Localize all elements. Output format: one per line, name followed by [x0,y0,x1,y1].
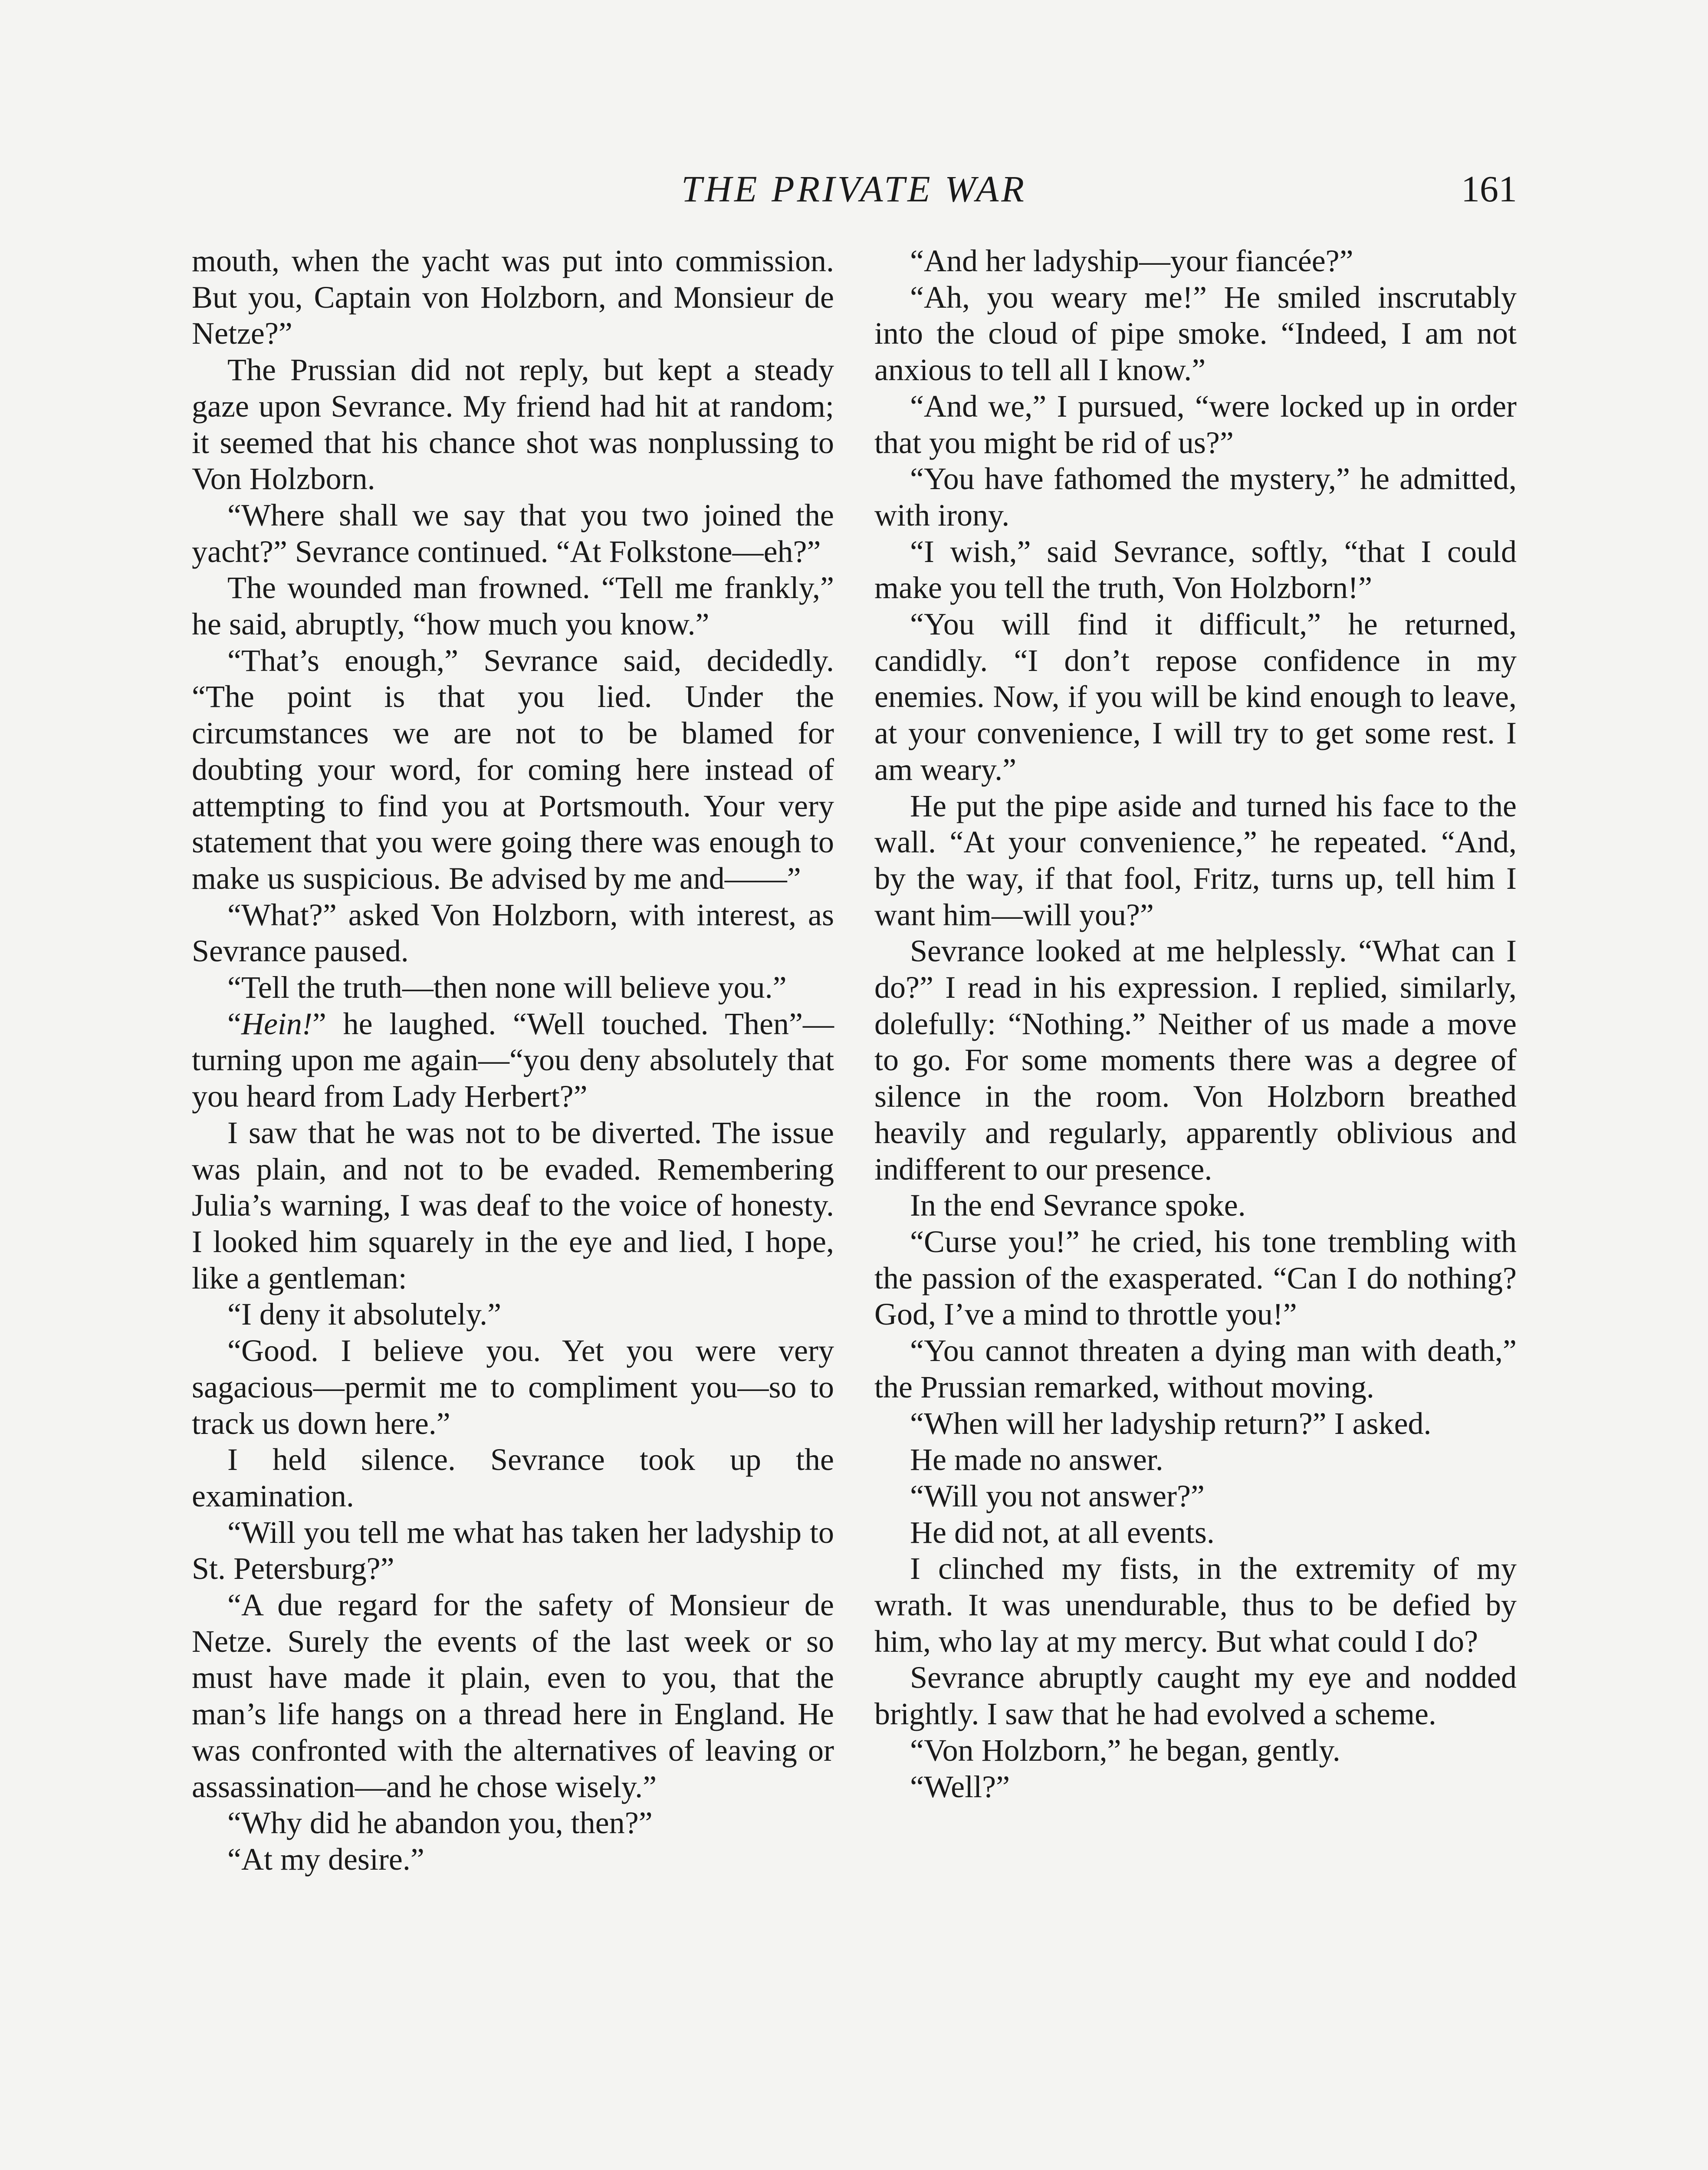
paragraph: “Von Holzborn,” he began, gently. [910,1733,1340,1768]
paragraph: “Tell the truth—then none will believe you.” [227,970,787,1005]
paragraph: “Why did he abandon you, then?” [227,1805,653,1841]
paragraph: “At my desire.” [227,1841,424,1877]
running-title: THE PRIVATE WAR [681,168,1027,210]
paragraph: He did not, at all events. [910,1515,1215,1550]
paragraph: I saw that he was not to be diverted. The issue was plain, and not to be evaded. Remembering Julia’s warning, I was deaf to the voice of honesty. I looked him squarely in the eye and lied, I hope, like a gentleman: [192,1115,834,1295]
paragraph: He put the pipe aside and turned his face to the wall. “At your convenience,” he repeated. “And, by the way, if that fool, Fritz, turns up, tell him I want him—will you?” [874,788,1517,932]
paragraph: “And her ladyship—your fiancée?” [910,243,1353,278]
paragraph: Sevrance abruptly caught my eye and nodded brightly. I saw that he had evolved a scheme. [874,1660,1517,1732]
paragraph: “Will you tell me what has taken her ladyship to St. Petersburg?” [192,1515,834,1586]
paragraph: “What?” asked Von Holzborn, with interest, as Sevrance paused. [192,897,834,969]
page-number: 161 [1461,168,1517,210]
paragraph: “Well?” [910,1769,1010,1804]
paragraph: “Good. I believe you. Yet you were very sagacious—permit me to compliment you—so to track us down here.” [192,1333,834,1441]
paragraph: “That’s enough,” Sevrance said, decidedly. “The point is that you lied. Under the circumstances we are not to be blamed for doubting your word, for coming here instead of attempting to find you at Portsmouth. Your very statement that you were going there was enough to make us suspicious. Be advised by me and——” [192,643,834,896]
paragraph: Sevrance looked at me helplessly. “What can I do?” I read in his expression. I replied, similarly, dolefully: “Nothing.” Neither of us made a move to go. For some moments there was a degree of silence in the room. Von Holzborn breathed heavily and regularly, apparently oblivious and indifferent to our presence. [874,934,1517,1187]
paragraph: I clinched my fists, in the extremity of my wrath. It was unendurable, thus to be defied by him, who lay at my mercy. But what could I do? [874,1551,1517,1659]
paragraph: “Hein!” he laughed. “Well touched. Then”—turning upon me again—“you deny absolutely that you heard from Lady Herbert?” [192,1006,834,1114]
paragraph: He made no answer. [910,1442,1163,1477]
paragraph: “I wish,” said Sevrance, softly, “that I could make you tell the truth, Von Holzborn!” [874,534,1517,605]
paragraph: “A due regard for the safety of Monsieur de Netze. Surely the events of the last week or so must have made it plain, even to you, that the man’s life hangs on a thread here in England. He was confronted with the alternatives of leaving or assassination—and he chose wisely.” [192,1588,834,1804]
paragraph: “When will her ladyship return?” I asked. [910,1406,1432,1441]
paragraph: The wounded man frowned. “Tell me frankly,” he said, abruptly, “how much you know.” [192,570,834,642]
paragraph: “Curse you!” he cried, his tone trembling with the passion of the exasperated. “Can I do nothing? God, I’ve a mind to throttle you!” [874,1224,1517,1332]
paragraph: “You will find it difficult,” he returned, candidly. “I don’t repose confidence in my enemies. Now, if you will be kind enough to leave, at your convenience, I will try to get some rest. I am weary.” [874,607,1517,787]
paragraph: “You have fathomed the mystery,” he admitted, with irony. [874,461,1517,533]
paragraph: mouth, when the yacht was put into commission. But you, Captain von Holzborn, and Monsieur de Netze?” [192,243,834,351]
paragraph: In the end Sevrance spoke. [910,1188,1246,1223]
running-head [0,163,1708,215]
left-column [192,243,834,1878]
right-column [874,243,1517,1805]
paragraph: “You cannot threaten a dying man with death,” the Prussian remarked, without moving. [874,1333,1517,1404]
paragraph: “And we,” I pursued, “were locked up in order that you might be rid of us?” [874,388,1517,460]
paragraph: “I deny it absolutely.” [227,1297,502,1332]
italic-interjection: Hein! [241,1006,312,1041]
paragraph: “Ah, you weary me!” He smiled inscrutably into the cloud of pipe smoke. “Indeed, I am not anxious to tell all I know.” [874,279,1517,388]
paragraph: The Prussian did not reply, but kept a steady gaze upon Sevrance. My friend had hit at random; it seemed that his chance shot was nonplussing to Von Holzborn. [192,352,834,496]
paragraph: “Where shall we say that you two joined the yacht?” Sevrance continued. “At Folkstone—eh?” [192,497,834,569]
paragraph: I held silence. Sevrance took up the examination. [192,1442,834,1513]
paragraph: “Will you not answer?” [910,1478,1205,1513]
